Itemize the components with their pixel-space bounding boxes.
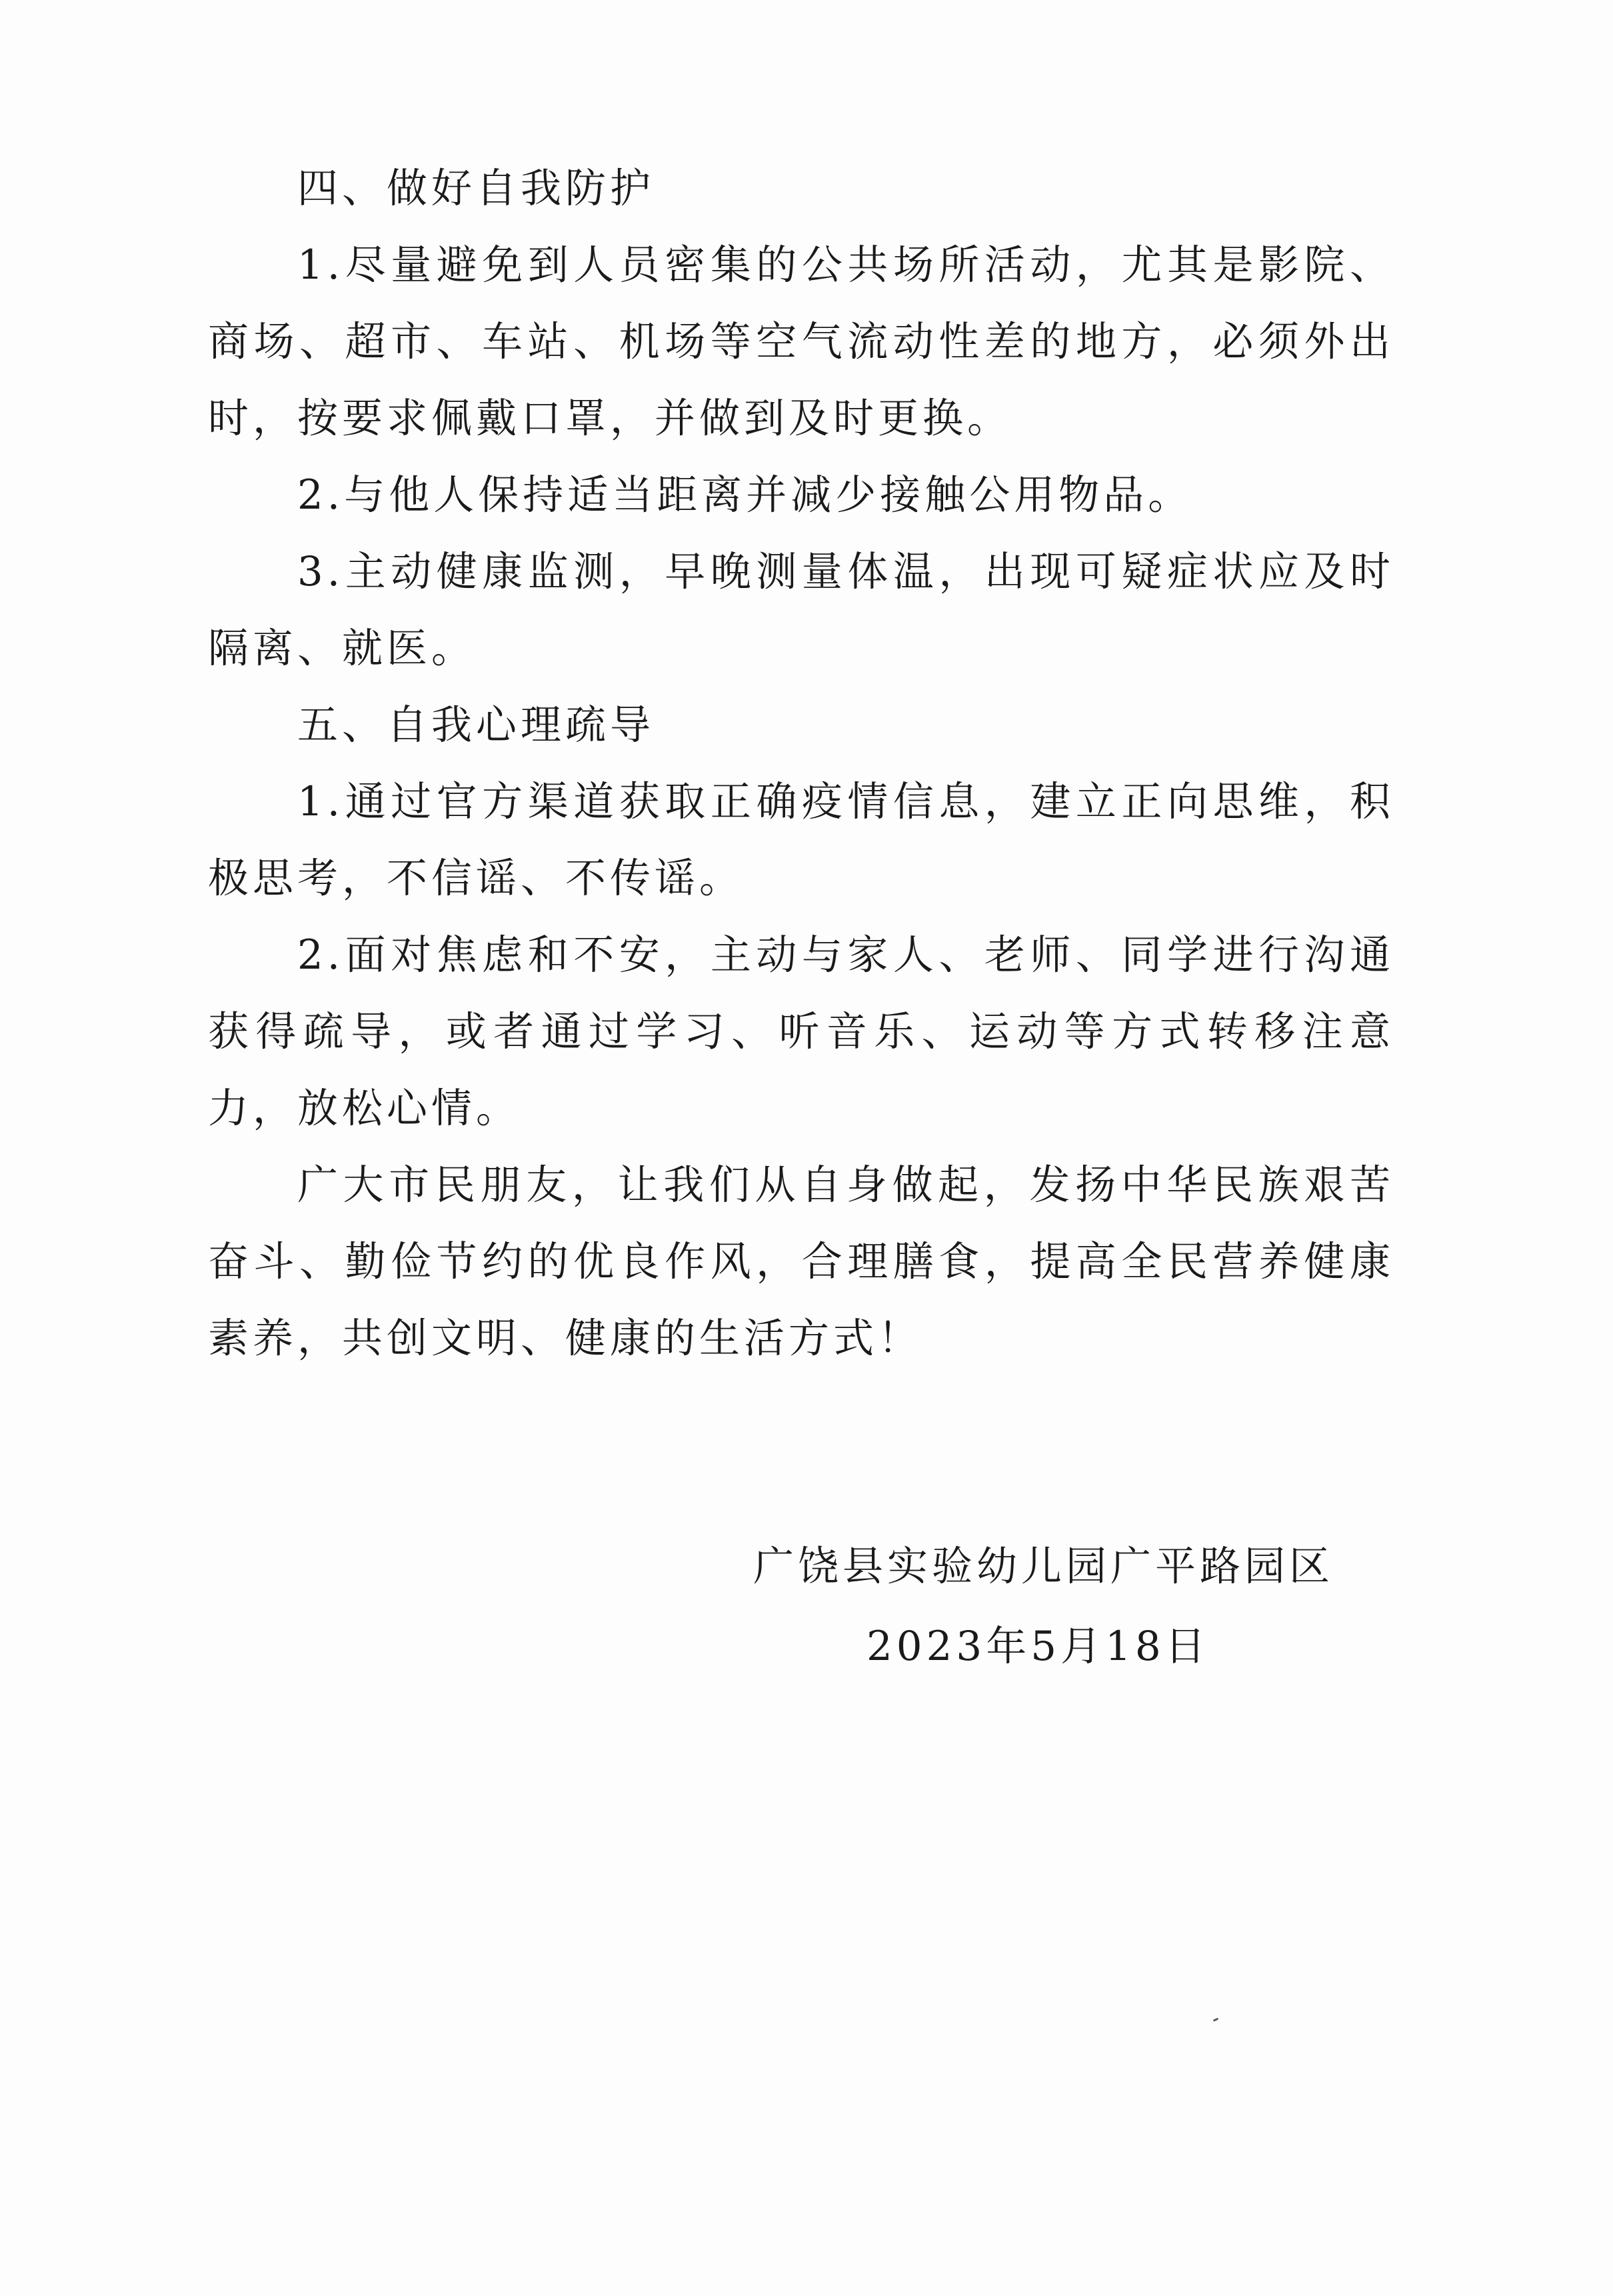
paragraph-closing-appeal: 广大市民朋友，让我们从自身做起，发扬中华民族艰苦奋斗、勤俭节约的优良作风，合理膳食，提高全民营养健康素养，共创文明、健康的生活方式！ <box>208 1161 1394 1362</box>
signature-date: 2023年5月18日 <box>866 1623 1210 1670</box>
section-heading-self-protection: 四、做好自我防护 <box>297 165 655 212</box>
paragraph-official-information: 1.通过官方渠道获取正确疫情信息，建立正向思维，积极思考，不信谣、不传谣。 <box>208 778 1394 902</box>
signature-block <box>753 1527 1420 1687</box>
document-body <box>208 150 1394 1377</box>
section-heading-psychological-guidance: 五、自我心理疏导 <box>297 701 655 749</box>
paragraph-keep-distance: 2.与他人保持适当距离并减少接触公用物品。 <box>297 471 1193 519</box>
paragraph-health-monitoring: 3.主动健康监测，早晚测量体温，出现可疑症状应及时隔离、就医。 <box>208 548 1394 672</box>
scan-speck <box>1213 2017 1219 2021</box>
paragraph-anxiety-relief: 2.面对焦虑和不安，主动与家人、老师、同学进行沟通获得疏导，或者通过学习、听音乐、运动等方式转移注意力，放松心情。 <box>208 931 1394 1132</box>
paragraph-avoid-crowds: 1.尽量避免到人员密集的公共场所活动，尤其是影院、商场、超市、车站、机场等空气流动性差的地方，必须外出时，按要求佩戴口罩，并做到及时更换。 <box>208 241 1394 442</box>
signature-organization: 广饶县实验幼儿园广平路园区 <box>753 1543 1334 1590</box>
